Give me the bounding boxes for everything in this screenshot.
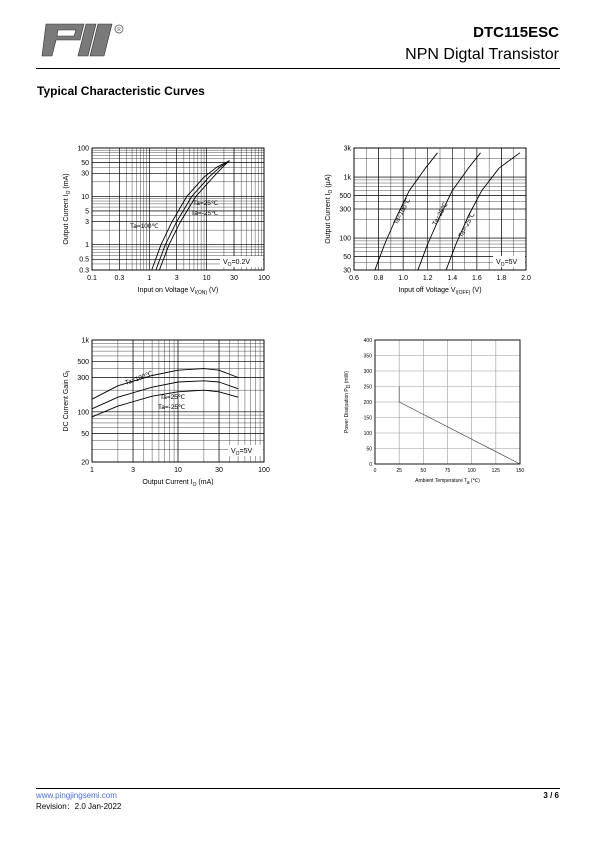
- label-text: Power Dissipation P: [344, 388, 350, 433]
- y-tick-label: 1k: [343, 174, 351, 182]
- curve-annotation: Ta=25℃: [160, 394, 186, 401]
- x-tick-label: 2.0: [521, 275, 531, 282]
- x-tick-label: 3: [131, 467, 135, 474]
- x-tick-label: 3: [174, 275, 179, 282]
- y-tick-label: 30: [81, 170, 89, 178]
- x-tick-label: 100: [258, 467, 270, 474]
- x-tick-label: 30: [215, 467, 223, 474]
- curve-annotation: Ta=100℃: [124, 370, 154, 387]
- label-subscript: O: [227, 262, 232, 268]
- label-text: (mW): [344, 371, 350, 385]
- x-tick-label: 75: [444, 468, 451, 474]
- label-subscript: O: [192, 482, 197, 488]
- label-subscript: O: [66, 190, 72, 195]
- chart-output-current-vs-input-on-voltage: [60, 140, 275, 315]
- x-tick-label: 0.1: [87, 275, 97, 282]
- footer-divider: [36, 788, 560, 789]
- x-tick-label: 10: [174, 467, 182, 474]
- y-tick-label: 350: [363, 353, 372, 360]
- y-tick-label: 50: [343, 253, 351, 261]
- label-subscript: O: [500, 262, 505, 268]
- x-axis-label: [138, 287, 219, 296]
- label-text: DC Current Gain G: [63, 371, 70, 432]
- y-tick-label: 1k: [81, 337, 89, 345]
- label-text: Input off Voltage V: [398, 287, 456, 294]
- chart-dc-current-gain-vs-output-current: [60, 332, 275, 502]
- label-text: =5V: [504, 259, 518, 266]
- label-text: V: [496, 259, 501, 266]
- y-tick-label: 3k: [343, 145, 351, 153]
- label-text: (μA): [325, 174, 332, 190]
- y-tick-label: 1: [85, 242, 89, 250]
- y-tick-label: 300: [339, 206, 351, 214]
- y-tick-label: 100: [77, 145, 89, 153]
- x-tick-label: 25: [396, 468, 402, 474]
- x-tick-label: 50: [420, 468, 427, 474]
- y-tick-label: 150: [363, 415, 372, 422]
- chart-svg: [60, 332, 275, 497]
- x-tick-label: 10: [202, 275, 211, 282]
- label-text: V: [223, 259, 228, 266]
- x-tick-label: 100: [467, 468, 476, 474]
- y-tick-label: 300: [77, 374, 89, 382]
- curve-annotation: Ta=100℃: [130, 223, 159, 230]
- label-text: (V): [470, 287, 482, 294]
- series-line: [399, 387, 520, 465]
- x-tick-label: 0.3: [114, 275, 125, 282]
- y-tick-label: 200: [363, 399, 372, 406]
- x-axis-label: [398, 287, 481, 296]
- footer-page-number: 3 / 6: [543, 791, 559, 800]
- y-tick-label: 500: [77, 359, 89, 367]
- x-tick-label: 1.2: [422, 275, 433, 282]
- grid: [92, 148, 264, 270]
- x-axis-label: [142, 479, 213, 488]
- label-text: (V): [207, 287, 219, 294]
- header-divider: [36, 68, 560, 69]
- y-tick-label: 300: [363, 368, 372, 375]
- label-text: (mA): [63, 173, 70, 191]
- grid: [375, 340, 520, 464]
- y-axis-label: [325, 174, 334, 243]
- footer-website-link[interactable]: www.pingjingsemi.com: [36, 791, 117, 800]
- label-subscript: I(OFF): [455, 290, 471, 296]
- y-tick-label: 5: [85, 208, 89, 216]
- label-subscript: D: [346, 384, 352, 389]
- x-tick-label: 1.8: [496, 275, 507, 282]
- y-tick-label: 0.5: [79, 256, 89, 264]
- x-tick-label: 30: [230, 275, 238, 282]
- label-text: Output Current I: [142, 479, 193, 486]
- x-tick-label: 1.6: [471, 275, 482, 282]
- grid: [92, 340, 264, 462]
- x-tick-label: 100: [258, 275, 270, 282]
- y-tick-label: 100: [339, 235, 351, 243]
- y-tick-label: 100: [363, 430, 372, 437]
- label-text: Ambient Temperature T: [415, 478, 467, 484]
- x-tick-label: 0.8: [373, 275, 384, 282]
- section-title: Typical Characteristic Curves: [37, 84, 205, 98]
- y-tick-label: 100: [77, 409, 89, 417]
- y-tick-label: 20: [81, 459, 89, 467]
- y-tick-label: 400: [363, 337, 372, 344]
- x-tick-label: 125: [491, 468, 501, 474]
- part-description: NPN Digtal Transistor: [405, 46, 559, 63]
- y-tick-label: 3: [85, 219, 89, 227]
- label-text: Output Current I: [325, 193, 332, 244]
- label-text: (mA): [196, 479, 214, 486]
- y-tick-label: 500: [339, 192, 351, 200]
- label-text: Output Current I: [63, 194, 70, 245]
- x-tick-label: 1: [90, 467, 94, 474]
- y-tick-label: 250: [363, 384, 372, 391]
- y-tick-label: 50: [366, 446, 372, 453]
- x-tick-label: 1: [147, 275, 152, 282]
- chart-svg: [322, 140, 537, 310]
- label-subscript: O: [235, 451, 240, 457]
- x-tick-label: 150: [515, 468, 525, 474]
- x-tick-label: 0: [373, 468, 377, 474]
- label-text: =0.2V: [231, 259, 251, 266]
- logo-icon: [42, 24, 112, 56]
- curve-annotation: Ta=25℃: [431, 201, 450, 227]
- label-subscript: I(ON): [194, 290, 208, 296]
- x-axis-label: [415, 478, 480, 486]
- curve-annotation: Ta=25℃: [193, 200, 219, 207]
- curve-annotation: Ta=-25℃: [457, 211, 477, 239]
- part-number: DTC115ESC: [473, 24, 559, 41]
- label-text: (℃): [469, 478, 480, 484]
- chart-svg: [60, 140, 275, 310]
- label-subscript: I: [66, 370, 72, 372]
- label-text: Input on Voltage V: [137, 287, 195, 294]
- y-tick-label: 0.3: [79, 267, 89, 275]
- company-logo: [36, 22, 126, 69]
- chart-svg: [342, 332, 532, 492]
- y-axis-label: [63, 173, 72, 244]
- curve-annotation: Ta=100℃: [392, 197, 413, 226]
- registered-mark: R: [117, 27, 121, 33]
- y-tick-label: 0: [369, 461, 372, 468]
- label-subscript: O: [328, 189, 334, 194]
- footer-revision: Revision：2.0 Jan-2022: [36, 802, 122, 811]
- y-tick-label: 10: [81, 193, 89, 201]
- series-line: [446, 153, 520, 270]
- x-tick-label: 1.0: [398, 275, 409, 282]
- y-tick-label: 50: [81, 160, 89, 168]
- plot-frame: [92, 148, 264, 270]
- y-tick-label: 50: [81, 430, 89, 438]
- y-axis-label: [344, 371, 352, 433]
- y-axis-label: [63, 371, 72, 432]
- x-tick-label: 0.6: [349, 275, 359, 282]
- x-tick-label: 1.4: [447, 275, 458, 282]
- curve-annotation: Ta=-25℃: [191, 210, 219, 217]
- y-tick-label: 30: [343, 267, 351, 275]
- chart-power-dissipation-vs-temperature: [342, 332, 532, 497]
- label-subscript: a: [466, 480, 470, 486]
- label-text: =5V: [239, 448, 253, 455]
- chart-output-current-vs-input-off-voltage: [322, 140, 537, 315]
- curve-annotation: Ta=-25℃: [158, 404, 186, 411]
- label-text: V: [231, 448, 236, 455]
